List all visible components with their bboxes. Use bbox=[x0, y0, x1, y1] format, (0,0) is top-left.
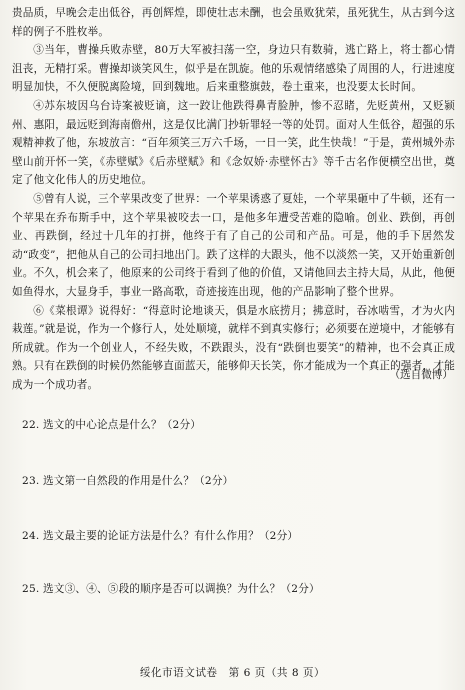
paragraph-6: ⑥《菜根谭》说得好：“得意时论地谈天，俱是水底捞月；拂意时，吞冰啮雪，才为火内栽莲。”就是说，作为一个修行人，处处顺境，就样不到真实修行；必须要在逆境中，才能够有所成就。作为一个创业人，不经失败，不跌跟头，没有“跌倒也要笑”的精神，也不会真正成熟。只有在跌倒的时候仍然能够直面蓝天，能够仰天长笑，你才能成为一个真正的强者，才能成为一个成功者。 bbox=[12, 304, 455, 391]
page-footer: 绥化市语文试卷 第 6 页（共 8 页） bbox=[139, 667, 326, 679]
question-23: 23. 选文第一自然段的作用是什么？（2分） bbox=[22, 475, 234, 487]
paragraph-continuation: 贵品质，早晚会走出低谷，再创辉煌，即使壮志未酬，也会虽败犹荣，虽死犹生，从古到今这样的例子不胜枚举。 bbox=[12, 7, 455, 38]
paragraph-4: ④苏东坡因乌台诗案被贬谪，这一跤让他跌得鼻青脸肿，惨不忍睹，先贬黄州，又贬颍州、惠阳，最远贬到海南儋州，这是仅比满门抄斩罪轻一等的处罚。面对人生低谷，超强的乐观精神救了他，东坡放言：“百年须笑三万六千场，一日一笑，此生快哉！”于是，黄州城外赤壁山前开怀一笑，《赤壁赋》《后赤壁赋》和《念奴娇·赤壁怀古》等千古名作便横空出世，奠定了他文化伟人的历史地位。 bbox=[12, 99, 455, 187]
question-22: 22. 选文的中心论点是什么？（2分） bbox=[22, 419, 202, 431]
paragraph-3: ③当年，曹操兵败赤壁，80万大军被扫荡一空，身边只有数骑，逃亡路上，将士都心情沮丧，无精打采。曹操却谈笑风生，似乎是在凯旋。他的乐观情绪感染了周围的人，行进速度明显加快，不久便脱离险境，回到魏地。后来重整旗鼓，卷土重来，也没要太长时间。 bbox=[12, 44, 455, 94]
paragraph-5: ⑤曾有人说，三个苹果改变了世界：一个苹果诱惑了夏娃，一个苹果砸中了牛顿，还有一个苹果在乔布斯手中，这个苹果被咬去一口，是他多年遭受苦难的隐喻。创业、跌倒，再创业、再跌倒，经过十几年的打拼，他终于有了自己的公司和产品。可是，他的手下居然发动“政变”，把他从自己的公司扫地出门。跌了这样的大跟头，他不以淡然一笑，又开始重新创业。不久，机会来了，他原来的公司终于看到了他的价值，又请他回去主持大局，从此，他便如鱼得水，大显身手，事业一路高歌，奇迹接连出现，他的产品影响了整个世界。 bbox=[12, 192, 455, 298]
article-source: （选自微博） bbox=[389, 369, 453, 381]
question-25: 25. 选文③、④、⑤段的顺序是否可以调换？为什么？（2分） bbox=[22, 583, 320, 595]
article-text bbox=[12, 4, 455, 394]
question-24: 24. 选文最主要的论证方法是什么？有什么作用？（2分） bbox=[22, 530, 299, 542]
